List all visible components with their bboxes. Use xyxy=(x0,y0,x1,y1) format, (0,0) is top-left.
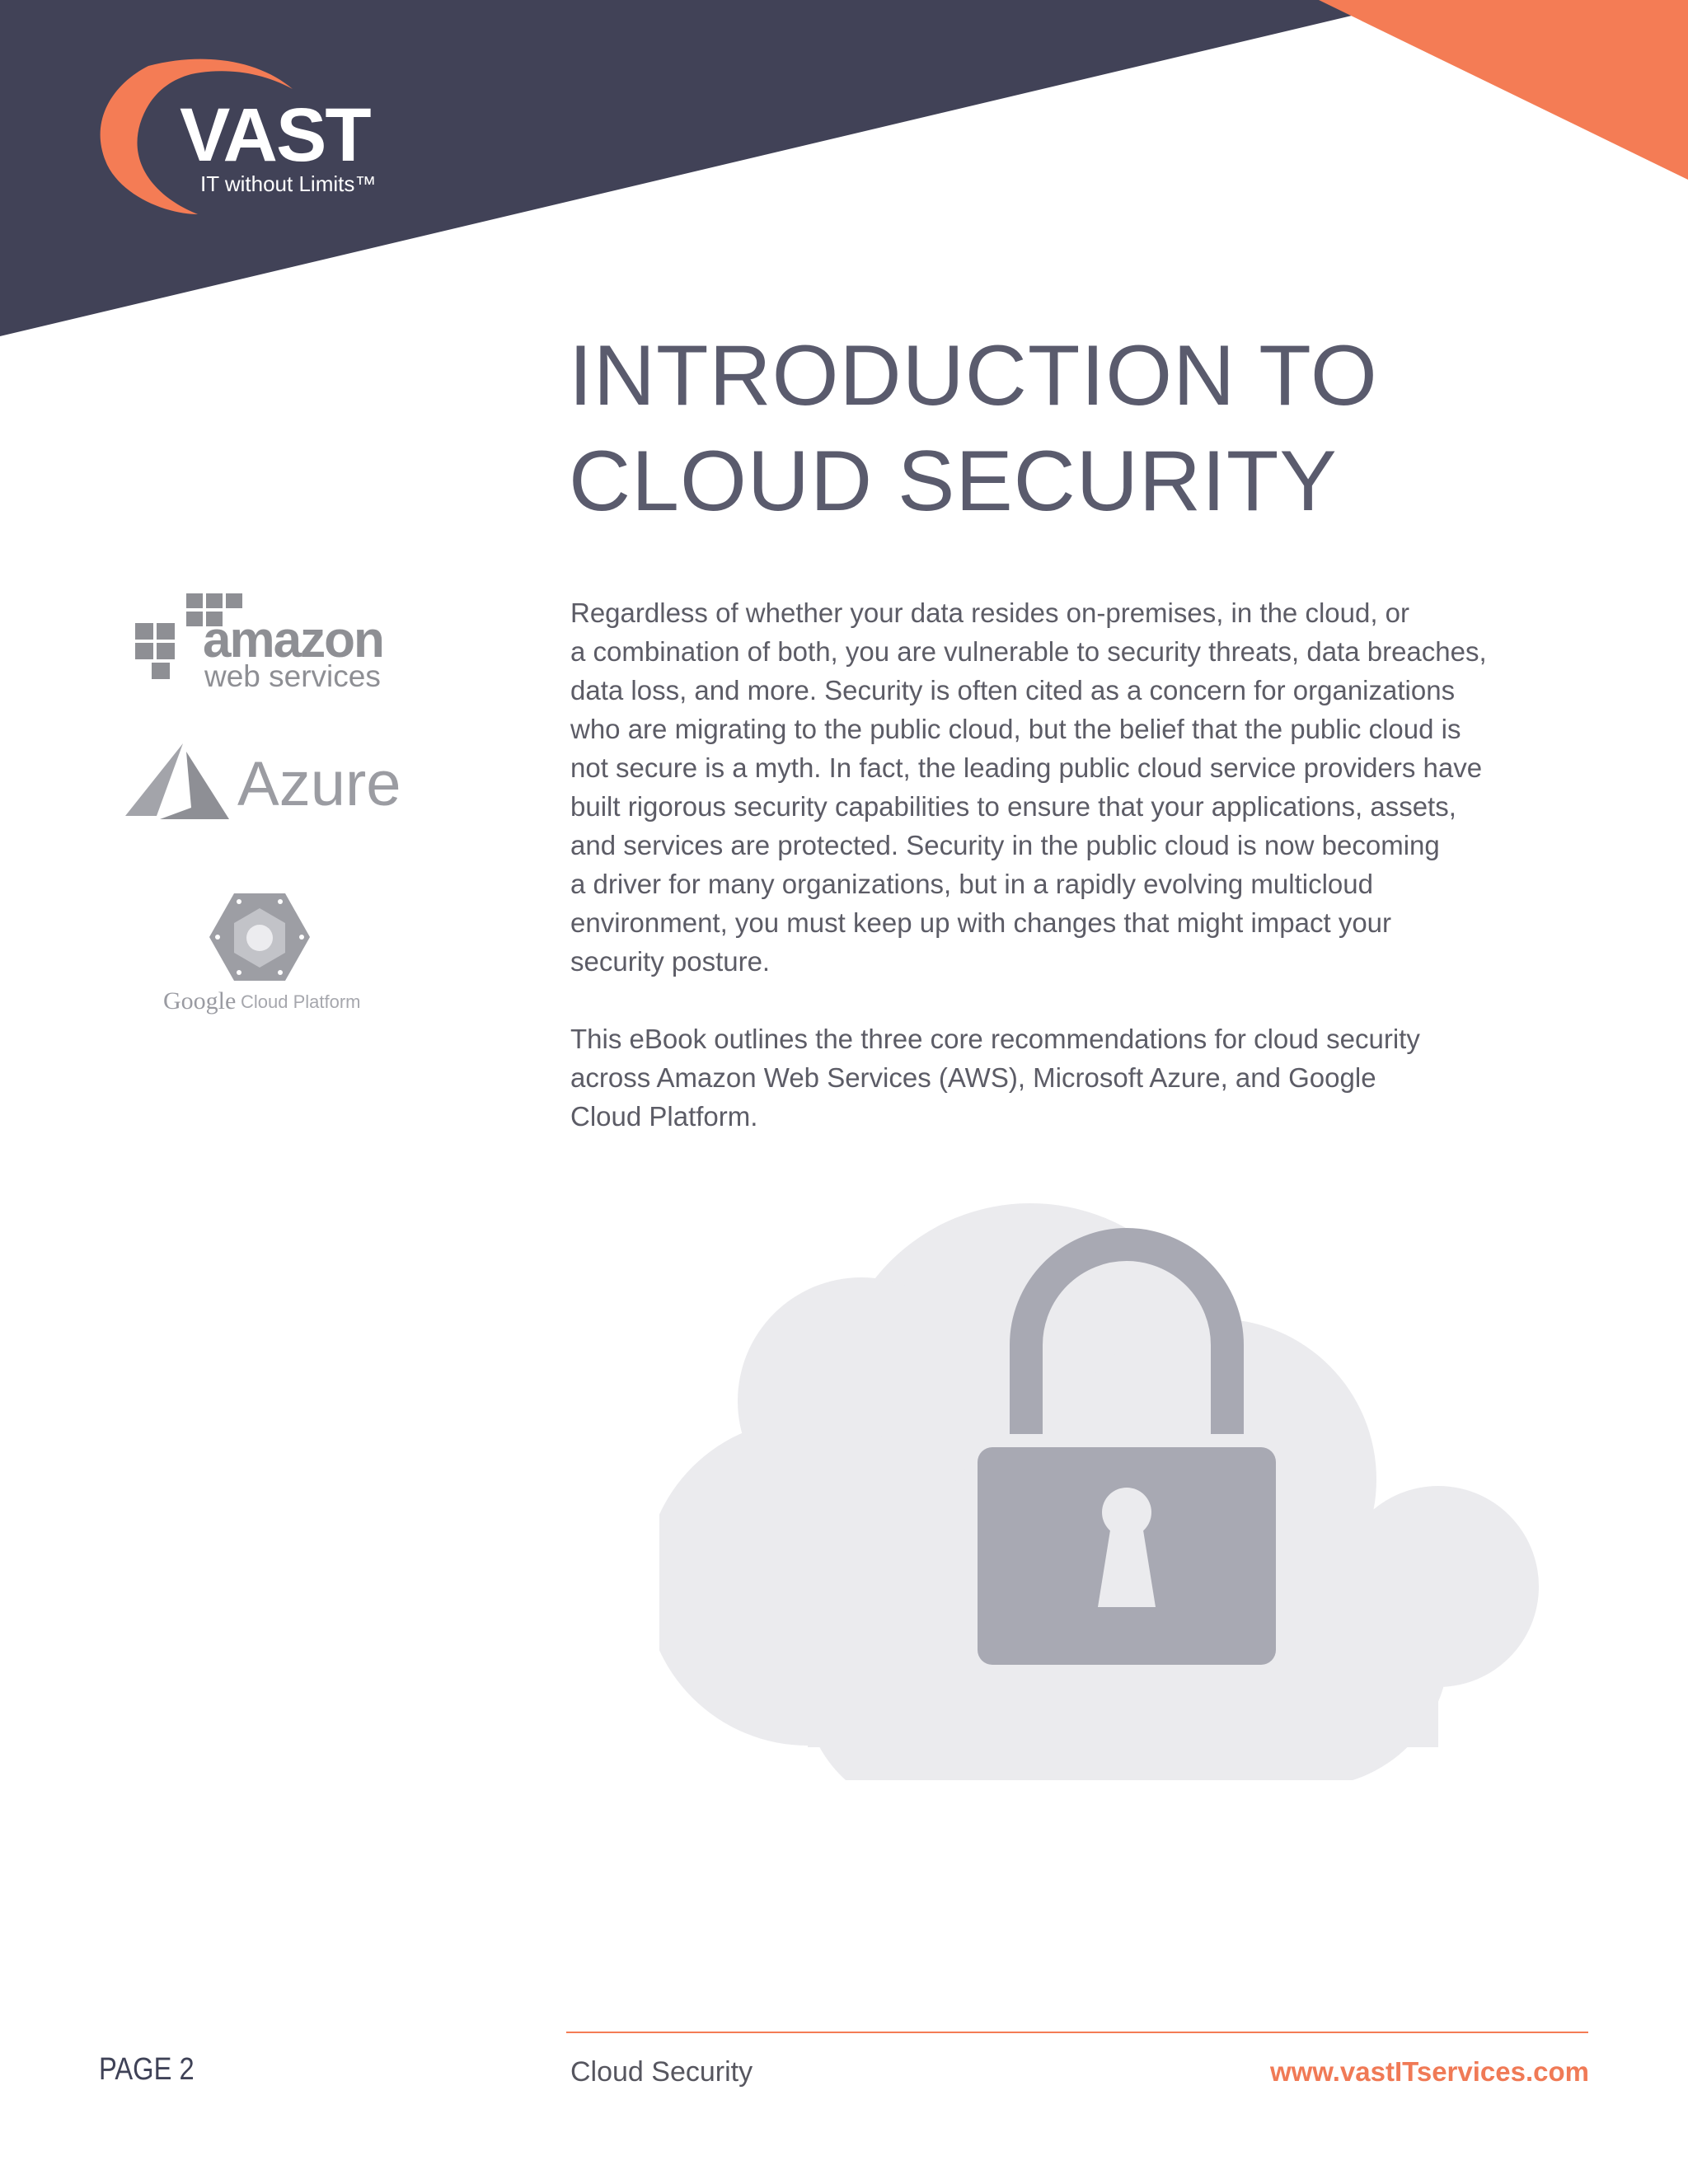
page-title xyxy=(569,323,1558,534)
paragraph-line: environment, you must keep up with changes that might impact your xyxy=(570,907,1392,938)
aws-logo-wordmark: amazon xyxy=(203,612,383,668)
paragraph-line: not secure is a myth. In fact, the leading public cloud service providers have xyxy=(570,752,1483,783)
paragraph-line: built rigorous security capabilities to ensure that your applications, assets, xyxy=(570,791,1456,822)
page-number: PAGE 2 xyxy=(99,2052,195,2087)
vast-logo-wordmark: VAST xyxy=(180,93,370,177)
paragraph-line: a combination of both, you are vulnerable to security threats, data breaches, xyxy=(570,636,1487,667)
paragraph-line: Regardless of whether your data resides on-premises, in the cloud, or xyxy=(570,598,1410,628)
gcp-hexagon-icon xyxy=(209,892,310,982)
azure-triangle-icon xyxy=(125,742,232,824)
paragraph-line: This eBook outlines the three core recommendations for cloud security xyxy=(570,1024,1420,1054)
vast-logo-tagline: IT without Limits™ xyxy=(200,171,377,196)
page-title-line-2: CLOUD SECURITY xyxy=(569,434,1338,529)
paragraph-line: who are migrating to the public cloud, but the belief that the public cloud is xyxy=(570,714,1461,744)
body-text xyxy=(570,593,1543,1136)
gcp-logo-platform: Cloud Platform xyxy=(241,991,361,1012)
paragraph-2 xyxy=(570,1019,1543,1136)
paragraph-line: security posture. xyxy=(570,946,771,977)
cloud-padlock-icon xyxy=(659,1203,1550,1780)
page-title-line-1: INTRODUCTION TO xyxy=(569,328,1378,424)
footer-document-title: Cloud Security xyxy=(570,2056,753,2088)
paragraph-line: across Amazon Web Services (AWS), Microsoft Azure, and Google xyxy=(570,1062,1376,1093)
paragraph-line: data loss, and more. Security is often cited as a concern for organizations xyxy=(570,675,1456,705)
gcp-logo-google: Google xyxy=(163,987,237,1015)
footer-website-link[interactable]: www.vastITservices.com xyxy=(1269,2056,1589,2087)
azure-logo-wordmark: Azure xyxy=(237,749,401,819)
paragraph-line: a driver for many organizations, but in a rapidly evolving multicloud xyxy=(570,869,1373,899)
footer-divider xyxy=(566,2032,1588,2033)
aws-logo-subtitle: web services xyxy=(204,659,381,693)
paragraph-line: Cloud Platform. xyxy=(570,1101,758,1132)
paragraph-1 xyxy=(570,593,1543,981)
paragraph-line: and services are protected. Security in the public cloud is now becoming xyxy=(570,830,1440,860)
